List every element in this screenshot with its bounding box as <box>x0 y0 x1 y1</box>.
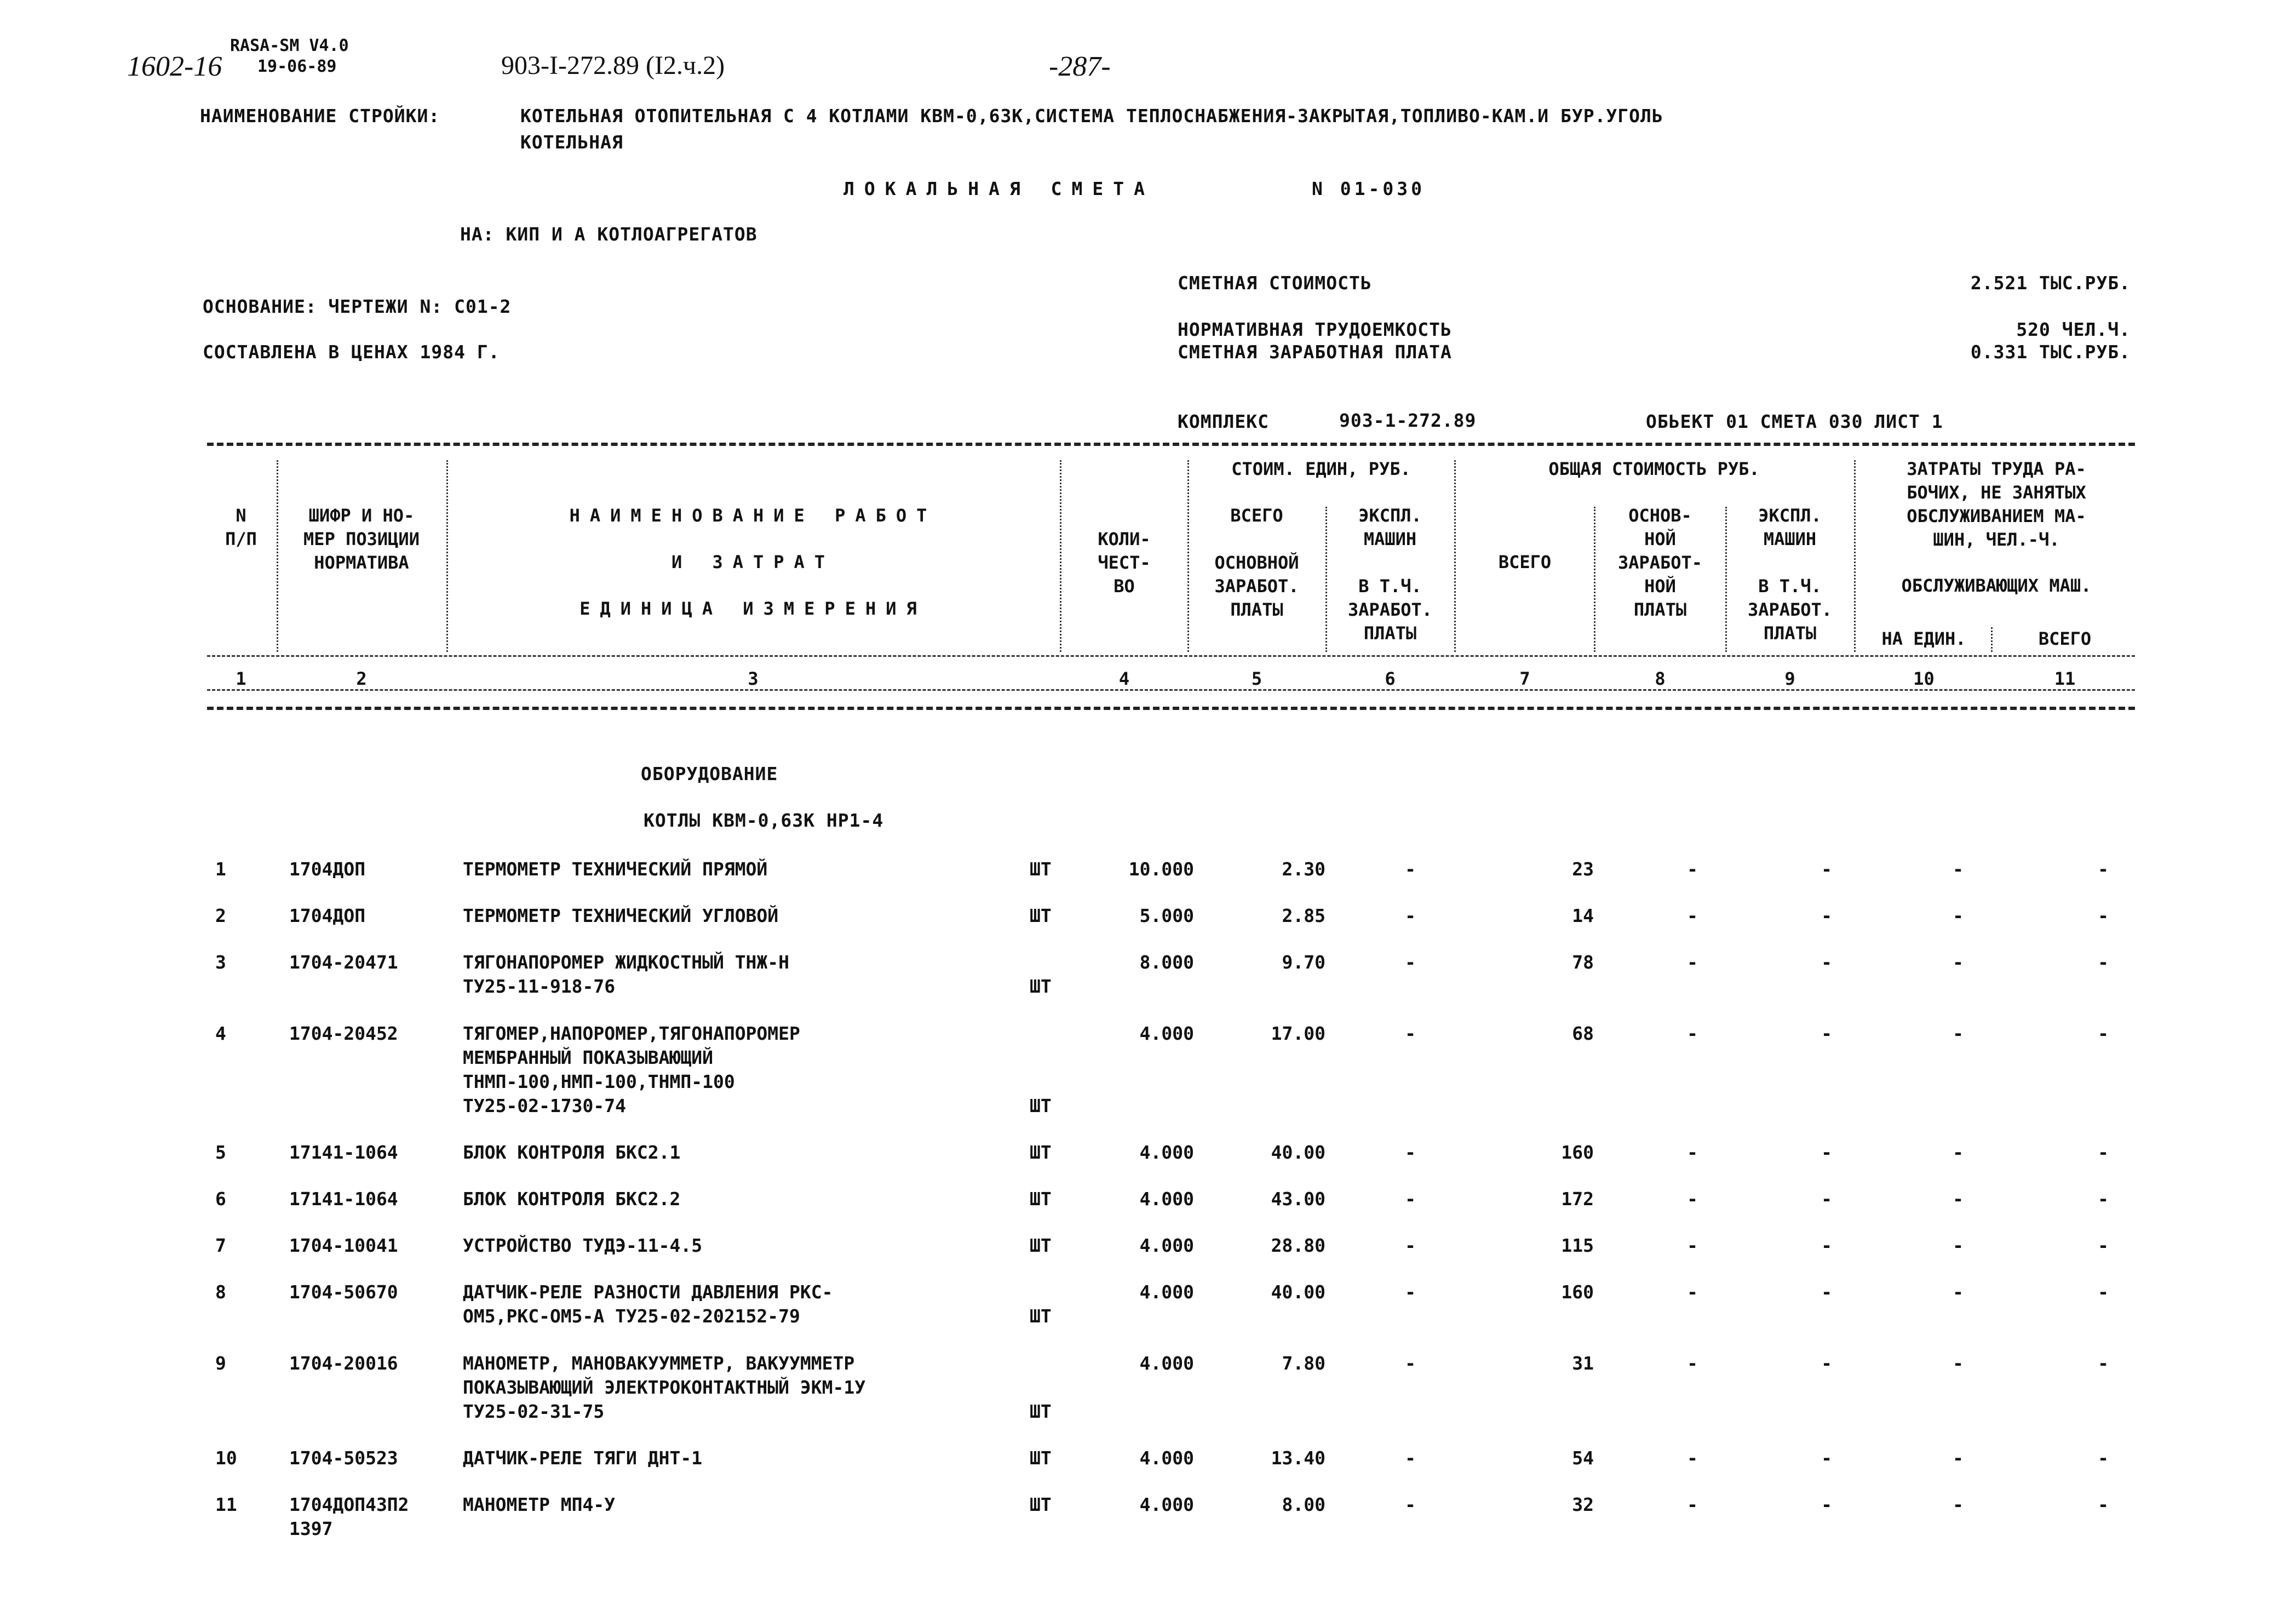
base-wage: - <box>1687 1142 1698 1163</box>
unit-price: 13.40 <box>1271 1447 1325 1469</box>
page-number: -287- <box>1049 51 1111 82</box>
unit: ШТ <box>1030 1188 1052 1210</box>
labor-per-unit: - <box>1953 1188 1964 1210</box>
unit: ШТ <box>1030 976 1052 997</box>
row-number: 6 <box>215 1188 226 1210</box>
complex-value: 903-1-272.89 <box>1339 410 1477 431</box>
header-col-1: N П/П <box>225 505 257 549</box>
item-name: УСТРОЙСТВО ТУДЭ-11-4.5 <box>463 1235 703 1256</box>
document-title: ЛОКАЛЬНАЯ СМЕТА <box>843 178 1155 199</box>
price-level: СОСТАВЛЕНА В ЦЕНАХ 1984 Г. <box>203 341 500 363</box>
header-total-cost-group: ОБЩАЯ СТОИМОСТЬ РУБ. <box>1548 459 1760 479</box>
labor-per-unit: - <box>1953 1494 1964 1515</box>
section-title: ОБОРУДОВАНИЕ <box>641 763 778 784</box>
project-code: 903-I-272.89 (I2.ч.2) <box>501 51 725 80</box>
program-version: RASA-SM V4.0 <box>230 36 349 55</box>
machine-cost: - <box>1405 1188 1416 1210</box>
col-number: 5 <box>1251 668 1262 689</box>
section-subtitle: КОТЛЫ КВМ-0,63К НР1-4 <box>644 810 884 831</box>
norm-code: 1704ДОП <box>289 858 366 880</box>
header-separator <box>1454 460 1456 652</box>
norm-code: 1704-50523 <box>289 1447 398 1469</box>
header-separator <box>1060 460 1061 652</box>
total-cost: 160 <box>1561 1142 1594 1163</box>
machine-cost: - <box>1405 1494 1416 1515</box>
header-col-2: ШИФР И НО- МЕР ПОЗИЦИИ НОРМАТИВА <box>303 505 420 573</box>
unit-price: 2.85 <box>1282 905 1325 926</box>
unit: ШТ <box>1030 905 1052 926</box>
col-number: 7 <box>1519 668 1530 689</box>
unit: ШТ <box>1030 1305 1052 1327</box>
estimated-cost-label: СМЕТНАЯ СТОИМОСТЬ <box>1178 272 1372 294</box>
quantity: 4.000 <box>1139 1023 1194 1044</box>
base-wage: - <box>1687 905 1698 926</box>
header-mid-rule <box>207 655 2135 657</box>
handwritten-code: 1602-16 <box>127 51 222 82</box>
unit-price: 40.00 <box>1271 1142 1325 1163</box>
quantity: 4.000 <box>1139 1281 1194 1303</box>
construction-line-1: КОТЕЛЬНАЯ ОТОПИТЕЛЬНАЯ С 4 КОТЛАМИ КВМ-0,63К,СИСТЕМА ТЕПЛОСНАБЖЕНИЯ-ЗАКРЫТАЯ,ТОПЛИВО-КАМ.И БУР.УГОЛЬ <box>520 105 1663 127</box>
header-col-3-line-3: ЕДИНИЦА ИЗМЕРЕНИЯ <box>579 598 927 619</box>
row-number: 3 <box>215 952 226 973</box>
labor-total: - <box>2098 1142 2109 1163</box>
machine-wage: - <box>1821 1188 1832 1210</box>
item-name: МАНОМЕТР МП4-У <box>463 1494 616 1515</box>
header-col-6: ЭКСПЛ. МАШИН В Т.Ч. ЗАРАБОТ. ПЛАТЫ <box>1347 505 1433 644</box>
header-col-8: ОСНОВ- НОЙ ЗАРАБОТ- НОЙ ПЛАТЫ <box>1617 505 1703 620</box>
header-col-9: ЭКСПЛ. МАШИН В Т.Ч. ЗАРАБОТ. ПЛАТЫ <box>1747 505 1833 644</box>
quantity: 5.000 <box>1139 905 1194 926</box>
row-number: 2 <box>215 905 226 926</box>
labor-per-unit: - <box>1953 1023 1964 1044</box>
machine-cost: - <box>1405 1281 1416 1303</box>
base-wage: - <box>1687 1494 1698 1515</box>
labor-per-unit: - <box>1953 1235 1964 1256</box>
header-separator <box>277 460 278 652</box>
construction-label: НАИМЕНОВАНИЕ СТРОЙКИ: <box>200 105 440 127</box>
header-separator <box>1725 507 1727 652</box>
header-labor-subgroup: ОБСЛУЖИВАЮЩИХ МАШ. <box>1901 575 2092 596</box>
header-unit-cost-group: СТОИМ. ЕДИН, РУБ. <box>1231 459 1411 479</box>
total-cost: 54 <box>1572 1447 1594 1469</box>
row-number: 9 <box>215 1353 226 1374</box>
base-wage: - <box>1687 1353 1698 1374</box>
header-separator <box>1594 507 1595 652</box>
unit-price: 9.70 <box>1282 952 1325 973</box>
unit: ШТ <box>1030 1401 1052 1422</box>
total-cost: 14 <box>1572 905 1594 926</box>
machine-wage: - <box>1821 858 1832 880</box>
construction-line-2: КОТЕЛЬНАЯ <box>520 131 623 153</box>
estimate-subject: НА: КИП И А КОТЛОАГРЕГАТОВ <box>460 224 757 245</box>
labor-per-unit: - <box>1953 1142 1964 1163</box>
total-cost: 32 <box>1572 1494 1594 1515</box>
machine-cost: - <box>1405 905 1416 926</box>
header-separator <box>1325 507 1327 652</box>
unit-price: 2.30 <box>1282 858 1325 880</box>
norm-code: 1704ДОП <box>289 905 366 926</box>
unit-price: 8.00 <box>1282 1494 1325 1515</box>
base-wage: - <box>1687 1188 1698 1210</box>
total-cost: 68 <box>1572 1023 1594 1044</box>
norm-code: 1704-50670 <box>289 1281 398 1303</box>
unit: ШТ <box>1030 1142 1052 1163</box>
machine-cost: - <box>1405 1235 1416 1256</box>
header-separator <box>1854 460 1856 652</box>
norm-code: 1704ДОП43П2 1397 <box>289 1494 409 1539</box>
item-name: ТЯГОНАПОРОМЕР ЖИДКОСТНЫЙ ТНЖ-Н ТУ25-11-918-76 <box>463 952 790 997</box>
header-col-3-line-2: И ЗАТРАТ <box>671 552 835 572</box>
machine-wage: - <box>1821 952 1832 973</box>
header-labor-group: ЗАТРАТЫ ТРУДА РА- БОЧИХ, НЕ ЗАНЯТЫХ ОБСЛУЖИВАНИЕМ МА- ШИН, ЧЕЛ.-Ч. <box>1907 459 2086 550</box>
col-number: 10 <box>1913 668 1935 689</box>
labor-intensity-label: НОРМАТИВНАЯ ТРУДОЕМКОСТЬ <box>1178 319 1452 340</box>
machine-cost: - <box>1405 1447 1416 1469</box>
row-number: 8 <box>215 1281 226 1303</box>
labor-total: - <box>2098 952 2109 973</box>
quantity: 4.000 <box>1139 1188 1194 1210</box>
unit-price: 7.80 <box>1282 1353 1325 1374</box>
quantity: 4.000 <box>1139 1494 1194 1515</box>
machine-cost: - <box>1405 1023 1416 1044</box>
header-separator <box>446 460 448 652</box>
labor-total: - <box>2098 858 2109 880</box>
col-number: 4 <box>1118 668 1130 689</box>
col-number: 2 <box>356 668 367 689</box>
machine-wage: - <box>1821 1235 1832 1256</box>
wage-value: 0.331 ТЫС.РУБ. <box>1970 341 2131 363</box>
labor-total: - <box>2098 905 2109 926</box>
labor-per-unit: - <box>1953 905 1964 926</box>
machine-wage: - <box>1821 1281 1832 1303</box>
machine-wage: - <box>1821 1023 1832 1044</box>
print-date: 19-06-89 <box>257 57 337 76</box>
labor-per-unit: - <box>1953 1281 1964 1303</box>
unit: ШТ <box>1030 1494 1052 1515</box>
item-name: ДАТЧИК-РЕЛЕ ТЯГИ ДНТ-1 <box>463 1447 703 1469</box>
basis-drawings: ОСНОВАНИЕ: ЧЕРТЕЖИ N: C01-2 <box>203 296 512 317</box>
total-cost: 115 <box>1561 1235 1594 1256</box>
header-bottom-rule <box>207 707 2135 710</box>
total-cost: 160 <box>1561 1281 1594 1303</box>
unit: ШТ <box>1030 1447 1052 1469</box>
labor-total: - <box>2098 1023 2109 1044</box>
labor-per-unit: - <box>1953 1353 1964 1374</box>
col-number: 1 <box>236 668 246 689</box>
labor-per-unit: - <box>1953 858 1964 880</box>
header-col-11: ВСЕГО <box>2038 628 2092 649</box>
machine-cost: - <box>1405 1142 1416 1163</box>
labor-total: - <box>2098 1447 2109 1469</box>
item-name: МАНОМЕТР, МАНОВАКУУММЕТР, ВАКУУММЕТР ПОКАЗЫВАЮЩИЙ ЭЛЕКТРОКОНТАКТНЫЙ ЭКМ-1У ТУ25-02-31-75 <box>463 1353 866 1422</box>
base-wage: - <box>1687 1447 1698 1469</box>
norm-code: 1704-10041 <box>289 1235 398 1256</box>
header-separator <box>1187 460 1189 652</box>
norm-code: 1704-20016 <box>289 1353 398 1374</box>
object-sheet-line: ОБЬЕКТ 01 СМЕТА 030 ЛИСТ 1 <box>1646 411 1943 432</box>
col-number: 3 <box>748 668 759 689</box>
norm-code: 1704-20452 <box>289 1023 398 1044</box>
quantity: 8.000 <box>1139 952 1194 973</box>
unit: ШТ <box>1030 1095 1052 1116</box>
quantity: 10.000 <box>1128 858 1194 880</box>
item-name: БЛОК КОНТРОЛЯ БКС2.1 <box>463 1142 681 1163</box>
machine-cost: - <box>1405 858 1416 880</box>
col-number: 11 <box>2054 668 2076 689</box>
unit-price: 43.00 <box>1271 1188 1325 1210</box>
total-cost: 31 <box>1572 1353 1594 1374</box>
machine-wage: - <box>1821 1447 1832 1469</box>
row-number: 11 <box>215 1494 237 1515</box>
complex-label: КОМПЛЕКС <box>1178 411 1269 432</box>
row-number: 7 <box>215 1235 226 1256</box>
total-cost: 78 <box>1572 952 1594 973</box>
base-wage: - <box>1687 858 1698 880</box>
total-cost: 172 <box>1561 1188 1594 1210</box>
header-top-rule <box>207 443 2135 446</box>
norm-code: 1704-20471 <box>289 952 398 973</box>
labor-intensity-value: 520 ЧЕЛ.Ч. <box>2016 319 2131 340</box>
machine-wage: - <box>1821 1494 1832 1515</box>
base-wage: - <box>1687 1235 1698 1256</box>
estimate-number: N 01-030 <box>1312 178 1425 199</box>
unit: ШТ <box>1030 1235 1052 1256</box>
labor-per-unit: - <box>1953 1447 1964 1469</box>
row-number: 1 <box>215 858 226 880</box>
item-name: ТЕРМОМЕТР ТЕХНИЧЕСКИЙ ПРЯМОЙ <box>463 858 768 880</box>
labor-total: - <box>2098 1494 2109 1515</box>
norm-code: 17141-1064 <box>289 1142 398 1163</box>
base-wage: - <box>1687 1023 1698 1044</box>
unit: ШТ <box>1030 858 1052 880</box>
header-col-7: ВСЕГО <box>1498 552 1552 572</box>
item-name: ДАТЧИК-РЕЛЕ РАЗНОСТИ ДАВЛЕНИЯ РКС- ОМ5,РКС-ОМ5-А ТУ25-02-202152-79 <box>463 1281 833 1327</box>
labor-total: - <box>2098 1281 2109 1303</box>
machine-wage: - <box>1821 1353 1832 1374</box>
quantity: 4.000 <box>1139 1353 1194 1374</box>
row-number: 5 <box>215 1142 226 1163</box>
col-number: 9 <box>1784 668 1795 689</box>
header-col-4: КОЛИ- ЧЕСТ- ВО <box>1098 529 1151 597</box>
labor-total: - <box>2098 1353 2109 1374</box>
quantity: 4.000 <box>1139 1447 1194 1469</box>
unit-price: 17.00 <box>1271 1023 1325 1044</box>
machine-cost: - <box>1405 952 1416 973</box>
row-number: 10 <box>215 1447 237 1469</box>
machine-wage: - <box>1821 905 1832 926</box>
header-col-10: НА ЕДИН. <box>1881 628 1966 649</box>
labor-total: - <box>2098 1188 2109 1210</box>
wage-label: СМЕТНАЯ ЗАРАБОТНАЯ ПЛАТА <box>1178 341 1452 363</box>
col-number: 6 <box>1385 668 1396 689</box>
header-separator <box>1991 627 1993 652</box>
item-name: ТЯГОМЕР,НАПОРОМЕР,ТЯГОНАПОРОМЕР МЕМБРАННЫЙ ПОКАЗЫВАЮЩИЙ ТНМП-100,НМП-100,ТНМП-100 ТУ25-02-1730-74 <box>463 1023 800 1116</box>
norm-code: 17141-1064 <box>289 1188 398 1210</box>
col-number: 8 <box>1655 668 1666 689</box>
quantity: 4.000 <box>1139 1235 1194 1256</box>
unit-price: 40.00 <box>1271 1281 1325 1303</box>
labor-total: - <box>2098 1235 2109 1256</box>
machine-cost: - <box>1405 1353 1416 1374</box>
header-col-3-line-1: НАИМЕНОВАНИЕ РАБОТ <box>569 505 937 526</box>
total-cost: 23 <box>1572 858 1594 880</box>
header-col-5: ВСЕГО ОСНОВНОЙ ЗАРАБОТ. ПЛАТЫ <box>1214 505 1299 620</box>
estimated-cost-value: 2.521 ТЫС.РУБ. <box>1970 272 2131 294</box>
quantity: 4.000 <box>1139 1142 1194 1163</box>
base-wage: - <box>1687 1281 1698 1303</box>
labor-per-unit: - <box>1953 952 1964 973</box>
base-wage: - <box>1687 952 1698 973</box>
machine-wage: - <box>1821 1142 1832 1163</box>
item-name: БЛОК КОНТРОЛЯ БКС2.2 <box>463 1188 681 1210</box>
item-name: ТЕРМОМЕТР ТЕХНИЧЕСКИЙ УГЛОВОЙ <box>463 905 779 926</box>
row-number: 4 <box>215 1023 226 1044</box>
unit-price: 28.80 <box>1271 1235 1325 1256</box>
